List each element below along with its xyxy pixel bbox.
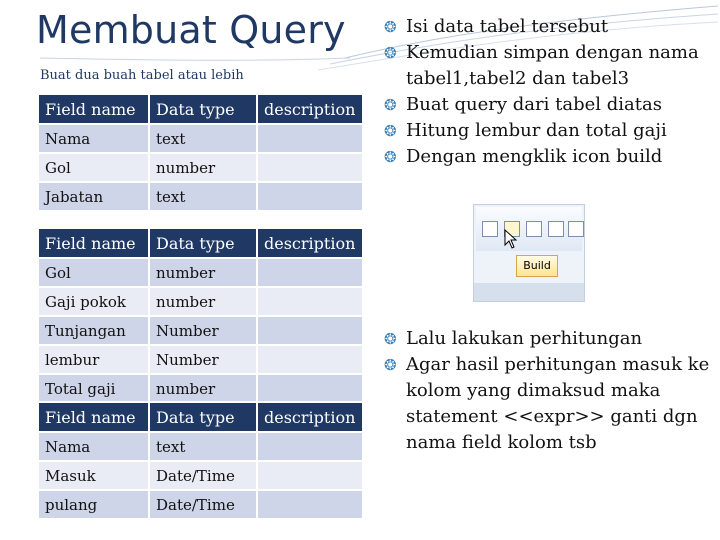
table-cell: text [149, 432, 257, 461]
table-cell: Gol [38, 153, 149, 182]
table-cell: Tunjangan [38, 316, 149, 345]
build-toolbar-screenshot [473, 204, 585, 302]
table-cell: Date/Time [149, 490, 257, 519]
header-cell: description [257, 94, 363, 124]
header-cell: Data type [149, 402, 257, 432]
properties-icon [482, 221, 498, 237]
table-cell: Total gaji [38, 374, 149, 403]
bullet-icon: ❂ [384, 18, 397, 36]
header-cell: Data type [149, 94, 257, 124]
table-row [38, 461, 363, 490]
table-cell: Date/Time [149, 461, 257, 490]
bullet-item: ❂ Isi data tabel tersebut [384, 14, 714, 40]
table-cell [257, 153, 363, 182]
table-cell [257, 345, 363, 374]
bullet-item: ❂ Agar hasil perhitungan masuk ke kolom yang dimaksud maka statement <<expr>> ganti dgn nama field kolom tsb [384, 354, 710, 453]
table-cell [257, 287, 363, 316]
bullet-item: ❂ Buat query dari tabel diatas [384, 92, 714, 118]
header-cell: Data type [149, 228, 257, 258]
table-3 [37, 401, 364, 520]
bullet-item: ❂ Dengan mengklik icon build [384, 144, 714, 170]
table-header-row [38, 94, 363, 124]
table-row [38, 258, 363, 287]
table-cell [257, 258, 363, 287]
table-row [38, 153, 363, 182]
table-cell: Number [149, 345, 257, 374]
bullet-item: ❂ Kemudian simpan dengan nama tabel1,tabel2 dan tabel3 [384, 42, 699, 89]
table-cell: Nama [38, 124, 149, 153]
table-cell: number [149, 374, 257, 403]
table-2 [37, 227, 364, 404]
toolbar-footer [474, 283, 584, 301]
table-cell: text [149, 124, 257, 153]
mouse-pointer-icon [504, 229, 518, 249]
table-cell: Jabatan [38, 182, 149, 211]
table-cell: number [149, 287, 257, 316]
table-cell [257, 316, 363, 345]
table-header-row [38, 228, 363, 258]
header-cell: Field name [38, 402, 149, 432]
header-cell: description [257, 228, 363, 258]
header-cell: Field name [38, 94, 149, 124]
table-cell: text [149, 182, 257, 211]
bullet-icon: ❂ [384, 44, 397, 62]
table-icon [548, 221, 564, 237]
database-icon [526, 221, 542, 237]
table-row [38, 490, 363, 519]
build-button[interactable]: Build [516, 255, 558, 277]
table-1 [37, 93, 364, 212]
header-cell: Field name [38, 228, 149, 258]
table-cell [257, 374, 363, 403]
page-title: Membuat Query [36, 8, 346, 52]
bullet-item: ❂ Lalu lakukan perhitungan [384, 326, 714, 352]
table-cell: pulang [38, 490, 149, 519]
bullet-icon: ❂ [384, 356, 397, 374]
table-cell: number [149, 258, 257, 287]
table-row [38, 287, 363, 316]
table-cell: Masuk [38, 461, 149, 490]
table-row [38, 345, 363, 374]
table-cell: number [149, 153, 257, 182]
table-cell [257, 461, 363, 490]
table-cell [257, 124, 363, 153]
bullet-icon: ❂ [384, 96, 397, 114]
table-row [38, 182, 363, 211]
table-row [38, 432, 363, 461]
table-row [38, 316, 363, 345]
table-cell [257, 432, 363, 461]
table-cell: Gol [38, 258, 149, 287]
bullet-item: ❂ Hitung lembur dan total gaji [384, 118, 714, 144]
table-cell [257, 182, 363, 211]
table-cell: Number [149, 316, 257, 345]
form-icon [568, 221, 584, 237]
bullet-icon: ❂ [384, 148, 397, 166]
table-cell: lembur [38, 345, 149, 374]
bullet-icon: ❂ [384, 330, 397, 348]
table-row [38, 374, 363, 403]
header-cell: description [257, 402, 363, 432]
table-row [38, 124, 363, 153]
page-subtitle: Buat dua buah tabel atau lebih [40, 68, 244, 83]
bullet-list-top [384, 14, 714, 170]
table-header-row [38, 402, 363, 432]
bullet-list-bottom [384, 326, 714, 456]
table-cell: Gaji pokok [38, 287, 149, 316]
toolbar-strip [476, 207, 582, 251]
table-cell: Nama [38, 432, 149, 461]
table-cell [257, 490, 363, 519]
bullet-icon: ❂ [384, 122, 397, 140]
